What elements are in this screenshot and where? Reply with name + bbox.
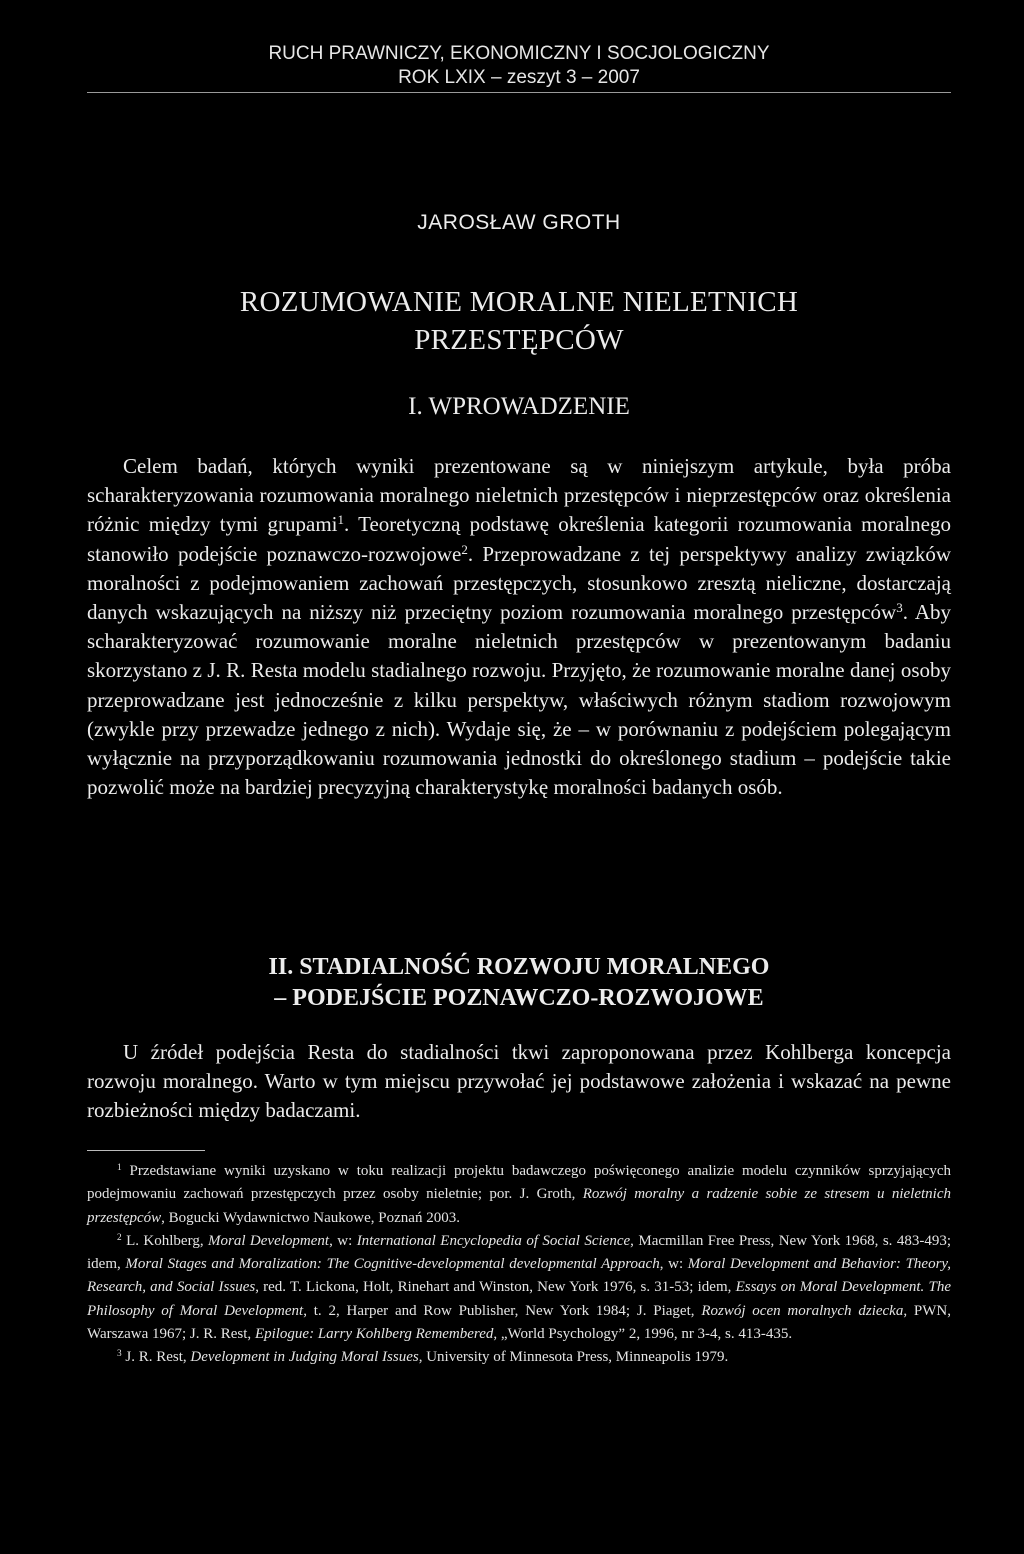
intro-text-part-3: . Przeprowadzane z tej perspektywy analizy związków moralności z podejmowaniem zachowań przestępczych, stosunkowo zresztą nieliczne, dostarczają danych wskazujących na niższy niż przeciętny poziom rozumowania moralnego przestępców bbox=[87, 541, 951, 625]
footnote-3 bbox=[87, 1346, 951, 1369]
article-title bbox=[87, 283, 951, 359]
footnote-2-part-h: Moral Development and Behavior: Theory, Research, and Social Issues bbox=[87, 1256, 952, 1296]
footnote-2 bbox=[87, 1230, 951, 1346]
footnote-2-part-e: , Macmillan Free Press, New York 1968, s. 483-493; idem, bbox=[87, 1232, 952, 1273]
intro-text-part-4: . Aby scharakteryzować rozumowanie moralne nieletnich przestępców w prezentowanym badaniu skorzystano z J. R. Resta modelu stadialnego rozwoju. Przyjęto, że rozumowanie moralne danej osoby przeprowadzane jest jednocześnie z kilku perspektyw, właściwych różnym stadiom rozwojowym (zwykle przy przewadze jednego z nich). Wydaje się, że – w porównaniu z podejściem polegającym wyłącznie na przyporządkowaniu rozumowania jednostki do określonego stadium – podejście takie pozwolić może na bardziej precyzyjną charakterystykę moralności badanych osób. bbox=[87, 600, 951, 800]
footnote-1-publisher: , Bogucki Wydawnictwo Naukowe, Poznań 2003. bbox=[161, 1209, 460, 1226]
footnote-2-part-j: Essays on Moral Development. The Philosophy of Moral Development bbox=[87, 1279, 951, 1319]
title-line-1: ROZUMOWANIE MORALNE NIELETNICH bbox=[239, 286, 799, 318]
title-line-2: PRZESTĘPCÓW bbox=[414, 324, 624, 356]
footnote-3-publisher: , University of Minnesota Press, Minneapolis 1979. bbox=[418, 1349, 729, 1366]
footnote-2-part-c: , w: bbox=[329, 1232, 357, 1249]
footnote-2-part-o: , „World Psychology” 2, 1996, nr 3-4, s. 413-435. bbox=[493, 1326, 793, 1343]
footnote-1-title: Rozwój moralny a radzenie sobie ze stresem u nieletnich przestępców bbox=[87, 1186, 951, 1226]
journal-issue: ROK LXIX – zeszyt 3 – 2007 bbox=[398, 67, 640, 88]
footnote-3-title: Development in Judging Moral Issues bbox=[190, 1349, 419, 1366]
section-heading-introduction: I. WPROWADZENIE bbox=[408, 393, 630, 420]
footnote-ref-1[interactable]: 1 bbox=[337, 512, 345, 528]
section-heading-stages-line-1: II. STADIALNOŚĆ ROZWOJU MORALNEGO bbox=[268, 954, 770, 980]
footnote-2-part-m: , PWN, Warszawa 1967; J. R. Rest, bbox=[87, 1302, 951, 1343]
footnote-2-part-b: Moral Development bbox=[208, 1232, 330, 1249]
footnote-2-part-a: L. Kohlberg, bbox=[126, 1232, 208, 1249]
footnote-2-part-g: , w: bbox=[659, 1256, 688, 1273]
journal-header bbox=[87, 42, 951, 90]
footnote-2-part-n: Epilogue: Larry Kohlberg Remembered bbox=[254, 1326, 494, 1343]
footnote-3-part-a: J. R. Rest, bbox=[125, 1349, 191, 1366]
footnote-2-part-f: Moral Stages and Moralization: The Cognitive-developmental developmental Approach bbox=[125, 1256, 660, 1273]
intro-text-part-1: Celem badań, których wyniki prezentowane są w niniejszym artykule, była próba scharakteryzowania rozumowania moralnego nieletnich przestępców i nieprzestępców oraz określenia różnic między tymi grupami bbox=[87, 454, 951, 537]
footnote-2-part-l: Rozwój ocen moralnych dziecka bbox=[701, 1302, 904, 1319]
journal-name: RUCH PRAWNICZY, EKONOMICZNY I SOCJOLOGICZNY bbox=[268, 43, 770, 64]
stages-paragraph: U źródeł podejścia Resta do stadialności tkwi zaproponowana przez Kohlberga koncepcja rozwoju moralnego. Warto w tym miejscu przywołać jej podstawowe założenia i wskazać na pewne rozbieżności między badaczami. bbox=[87, 1040, 951, 1123]
footnote-1-text: Przedstawiane wyniki uzyskano w toku realizacji projektu badawczego poświęconego analizie modelu czynników sprzyjających podejmowaniu zachowań przestępczych przez osoby nieletnie; por. J. Groth, bbox=[87, 1163, 951, 1203]
footnote-1 bbox=[87, 1160, 951, 1230]
footnote-divider bbox=[87, 1150, 205, 1151]
footnote-ref-2[interactable]: 2 bbox=[461, 541, 468, 557]
footnotes bbox=[87, 1160, 951, 1370]
footnote-2-mark: 2 bbox=[117, 1232, 122, 1243]
footnote-3-mark: 3 bbox=[117, 1349, 122, 1360]
footnote-1-mark: 1 bbox=[117, 1162, 122, 1173]
section-heading-stages-line-2: – PODEJŚCIE POZNAWCZO-ROZWOJOWE bbox=[274, 985, 764, 1011]
intro-paragraph bbox=[87, 452, 951, 802]
intro-text-part-2: . Teoretyczną podstawę określenia kategorii rozumowania moralnego stanowiło podejście poznawczo-rozwojowe bbox=[87, 512, 951, 566]
header-divider bbox=[87, 92, 951, 93]
footnote-ref-3[interactable]: 3 bbox=[896, 599, 903, 615]
footnote-2-part-i: , red. T. Lickona, Holt, Rinehart and Winston, New York 1976, s. 31-53; idem, bbox=[255, 1279, 736, 1296]
footnote-2-part-k: , t. 2, Harper and Row Publisher, New York 1984; J. Piaget, bbox=[303, 1302, 702, 1319]
section-heading-stages bbox=[87, 952, 951, 1014]
footnote-2-part-d: International Encyclopedia of Social Science bbox=[356, 1232, 631, 1249]
author-name: JAROSŁAW GROTH bbox=[417, 211, 621, 234]
